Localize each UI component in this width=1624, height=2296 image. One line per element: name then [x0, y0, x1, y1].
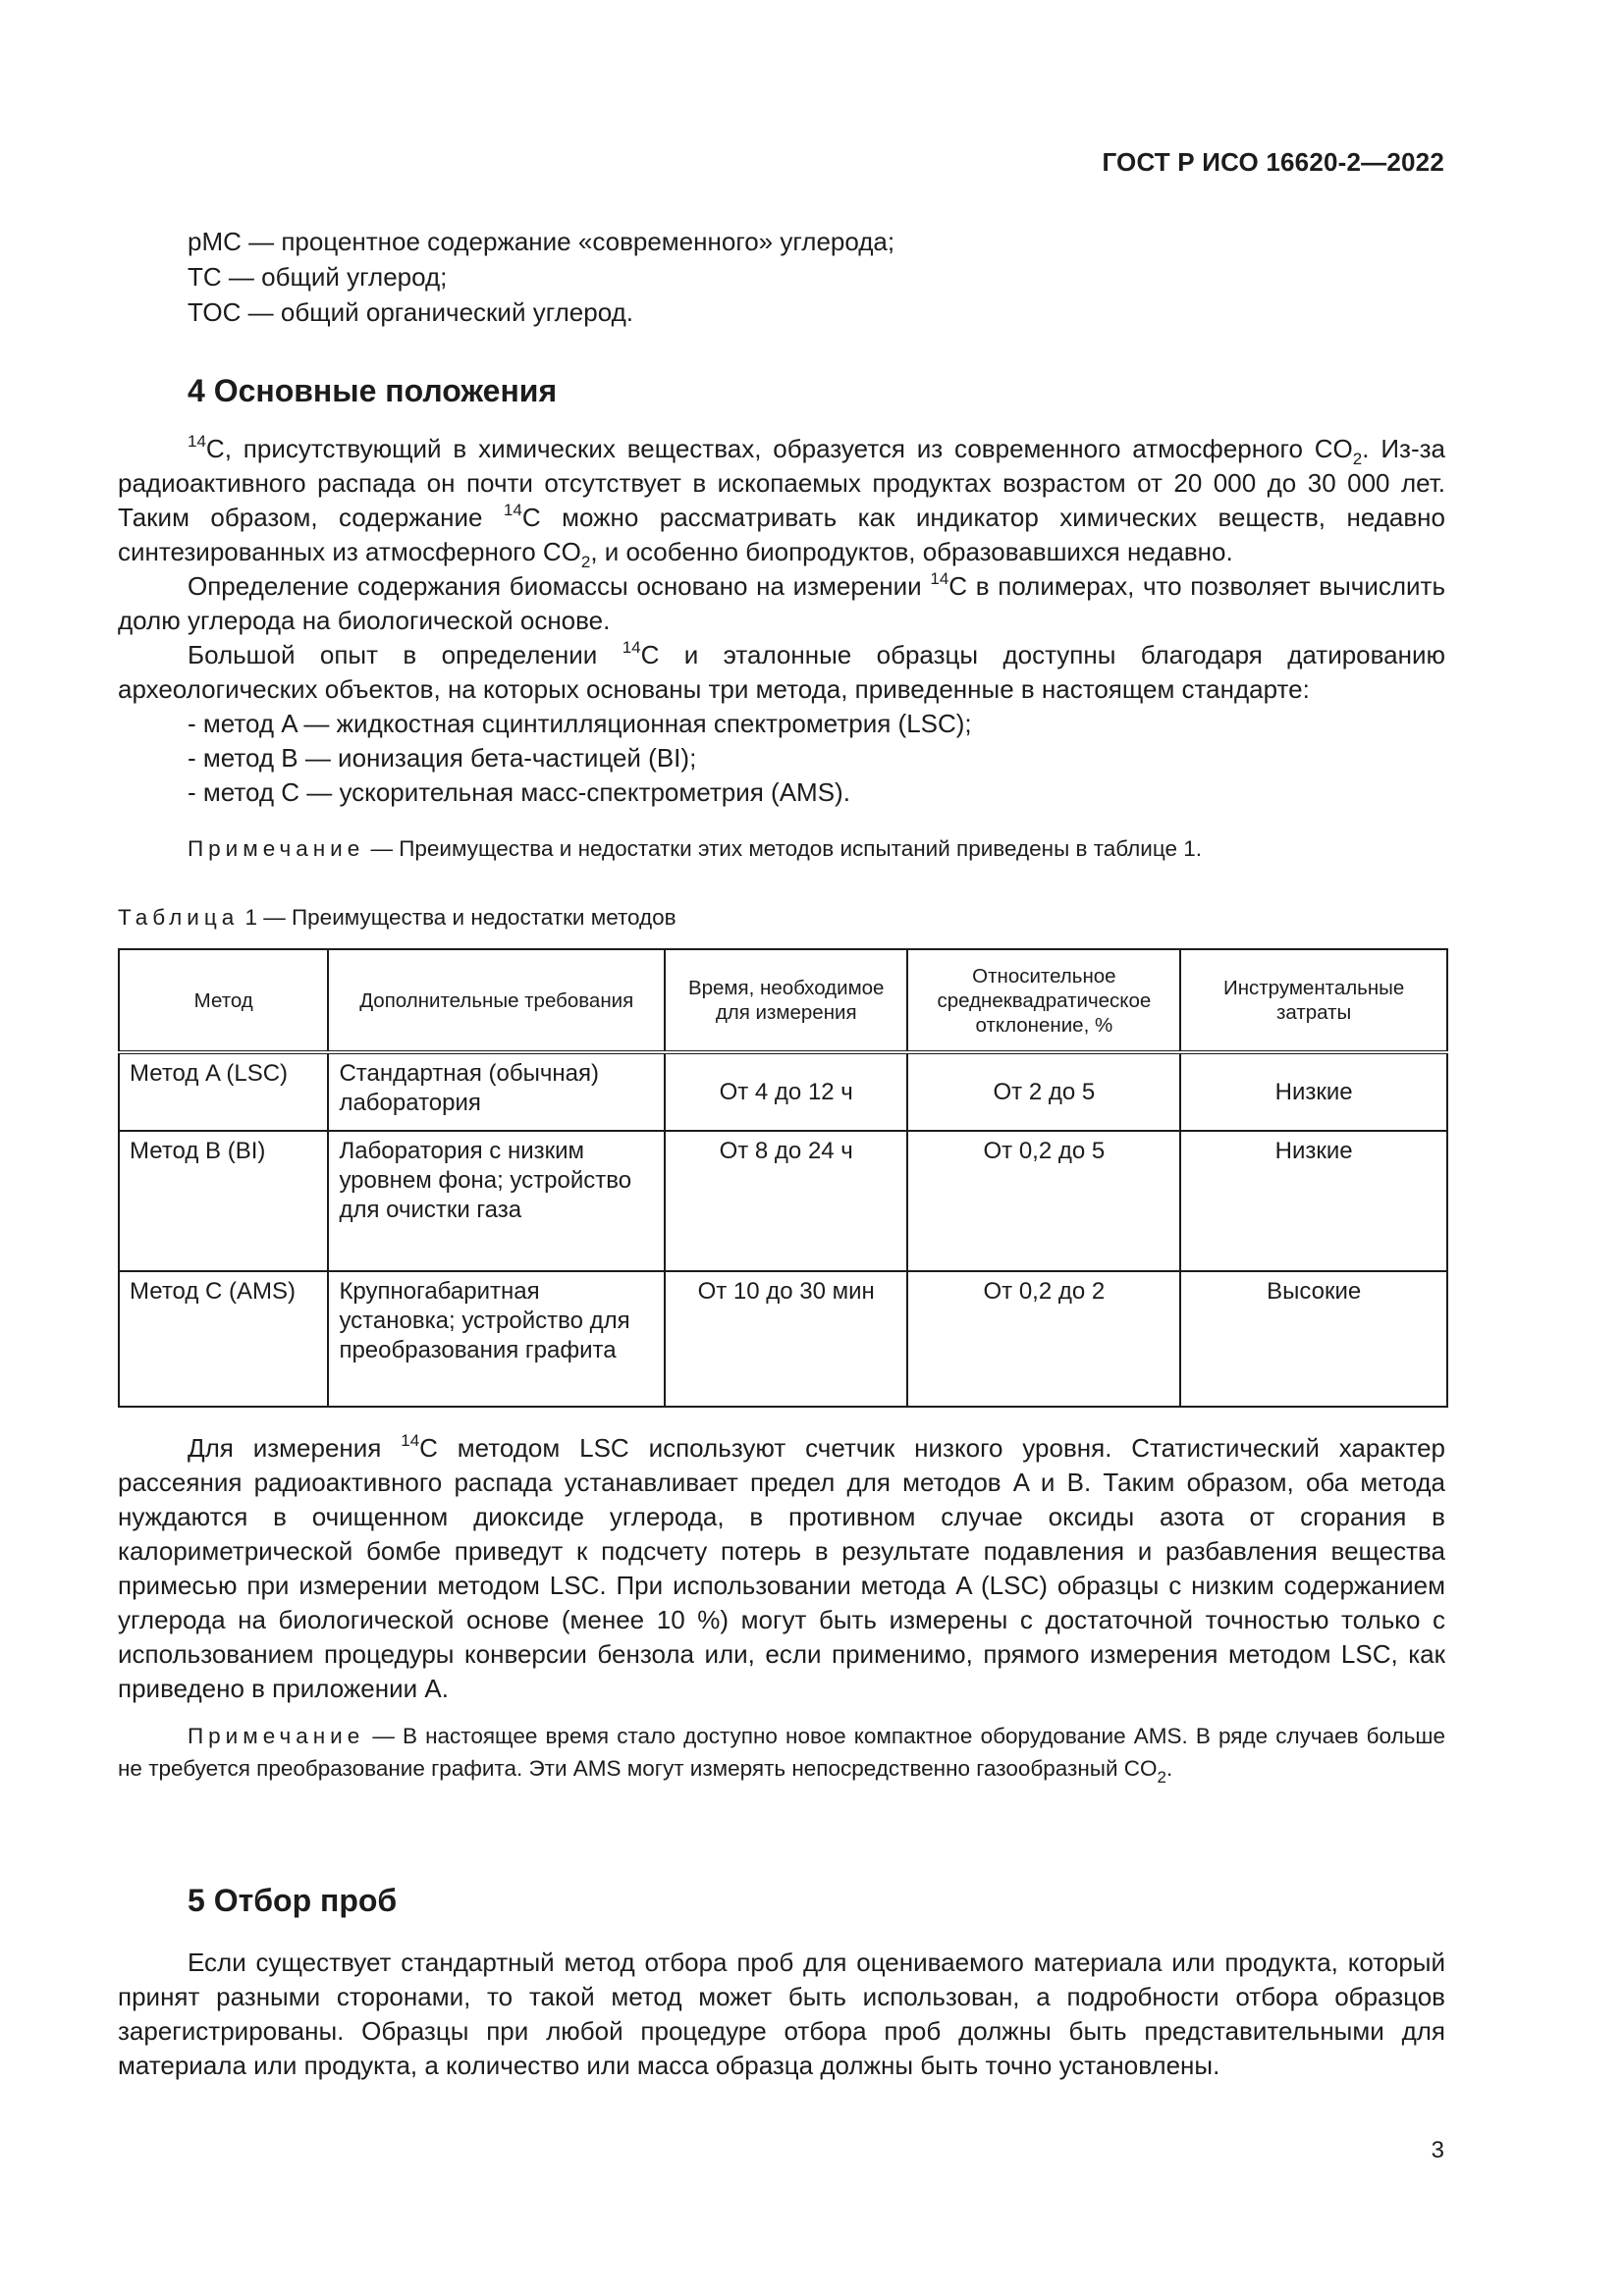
- list-item: - метод C — ускорительная масс-спектрометрия (AMS).: [188, 777, 850, 807]
- section-4-body: [118, 432, 1445, 707]
- cell-deviation: От 0,2 до 5: [907, 1131, 1180, 1271]
- abbreviation-toc: TOC — общий органический углерод.: [188, 297, 633, 327]
- table-row: [119, 1271, 1447, 1407]
- cell-time: От 4 до 12 ч: [665, 1052, 908, 1131]
- superscript: 14: [622, 638, 641, 657]
- superscript: 14: [930, 569, 949, 588]
- header-time: Время, необходимое для измерения: [665, 949, 908, 1052]
- note-label: Примечание: [188, 836, 365, 861]
- cell-requirements: Лаборатория с низким уровнем фона; устройство для очистки газа: [328, 1131, 664, 1271]
- table-row: [119, 1052, 1447, 1131]
- header-requirements: Дополнительные требования: [328, 949, 664, 1052]
- cell-requirements: Стандартная (обычная) лаборатория: [328, 1052, 664, 1131]
- paragraph-sampling: Если существует стандартный метод отбора проб для оцениваемого материала или продукта, который принят разными сторонами, то такой метод может быть использован, а подробности отбора образцов зарегистрированы. Образцы при любой процедуре отбора проб должны быть представительными для материала или продукта, а количество или масса образца должны быть точно установлены.: [118, 1948, 1445, 2080]
- note-1: Примечание — Преимущества и недостатки этих методов испытаний приведены в таблице 1.: [188, 836, 1203, 861]
- section-5-heading: 5 Отбор проб: [188, 1883, 398, 1918]
- cell-cost: Низкие: [1180, 1052, 1447, 1131]
- cell-time: От 10 до 30 мин: [665, 1271, 908, 1407]
- cell-requirements: Крупногабаритная установка; устройство для преобразования графита: [328, 1271, 664, 1407]
- page-number: 3: [1431, 2137, 1444, 2163]
- table-header-row: [119, 949, 1447, 1052]
- superscript: 14: [503, 501, 522, 519]
- table-caption: Таблица 1 — Преимущества и недостатки методов: [118, 905, 677, 930]
- section-4-heading: 4 Основные положения: [188, 373, 558, 408]
- cell-time: От 8 до 24 ч: [665, 1131, 908, 1271]
- note-2: Примечание — В настоящее время стало доступно новое компактное оборудование AMS. В ряде случаев больше не требуется преобразование графита. Эти AMS могут измерять непосредственно газообразный $CO_2$.: [118, 1724, 1445, 1787]
- superscript: 14: [188, 432, 206, 451]
- methods-list: [188, 707, 972, 810]
- cell-cost: Высокие: [1180, 1271, 1447, 1407]
- subscript: 2: [580, 553, 591, 571]
- subscript: 2: [1157, 1768, 1166, 1787]
- abbreviation-tc: TC — общий углерод;: [188, 262, 448, 292]
- cell-method: Метод A (LSC): [119, 1052, 328, 1131]
- superscript: 14: [401, 1431, 420, 1450]
- section-5-body: [118, 1946, 1445, 2083]
- cell-method: Метод C (AMS): [119, 1271, 328, 1407]
- cell-deviation: От 2 до 5: [907, 1052, 1180, 1131]
- abbreviation-pmc: pMC — процентное содержание «современного» углерода;: [188, 227, 895, 256]
- header-deviation: Относительное среднеквадратическое отклонение, %: [907, 949, 1180, 1052]
- table-row: [119, 1131, 1447, 1271]
- document-code: ГОСТ Р ИСО 16620-2—2022: [1102, 147, 1444, 177]
- subscript: 2: [1352, 450, 1363, 468]
- methods-table: [118, 948, 1448, 1408]
- paragraph-biomass-determination: Определение содержания биомассы основано на измерении $^{14}$C в полимерах, что позволяет вычислить долю углерода на биологической основе.: [118, 569, 1445, 635]
- header-method: Метод: [119, 949, 328, 1052]
- list-item: - метод B — ионизация бета-частицей (BI);: [188, 743, 697, 773]
- cell-cost: Низкие: [1180, 1131, 1447, 1271]
- header-cost: Инструментальные затраты: [1180, 949, 1447, 1052]
- list-item: - метод A — жидкостная сцинтилляционная спектрометрия (LSC);: [188, 709, 972, 738]
- note-label: Примечание: [188, 1724, 365, 1748]
- cell-deviation: От 0,2 до 2: [907, 1271, 1180, 1407]
- paragraph-lsc-measurement: Для измерения $^{14}$C методом LSC используют счетчик низкого уровня. Статистический характер рассеяния радиоактивного распада устанавливает предел для методов A и B. Таким образом, оба метода нуждаются в очищенном диоксиде углерода, в противном случае оксиды азота от сгорания в калориметрической бомбе приведут к подсчету потерь в результате подавления и разбавления вещества примесью при измерении методом LSC. При использовании метода A (LSC) образцы с низким содержанием углерода на биологической основе (менее 10 %) могут быть измерены с достаточной точностью только с использованием процедуры конверсии бензола или, если применимо, прямого измерения методом LSC, как приведено в приложении A.: [118, 1431, 1445, 1703]
- lsc-paragraph-block: [118, 1431, 1445, 1706]
- paragraph-experience: Большой опыт в определении $^{14}$C и эталонные образцы доступны благодаря датированию археологических объектов, на которых основаны три метода, приведенные в настоящем стандарте:: [118, 638, 1445, 704]
- abbreviation-list: [188, 224, 894, 330]
- paragraph-c14-origin: $^{14}$C, присутствующий в химических веществах, образуется из современного атмосферного $CO_2$. Из-за радиоактивного распада он почти отсутствует в ископаемых продуктах возрастом от 20 000 до 30 000 лет. Таким образом, содержание $^{14}$C можно рассматривать как индикатор химических веществ, недавно синтезированных из атмосферного $CO_2$, и особенно биопродуктов, образовавшихся недавно.: [118, 432, 1445, 571]
- cell-method: Метод B (BI): [119, 1131, 328, 1271]
